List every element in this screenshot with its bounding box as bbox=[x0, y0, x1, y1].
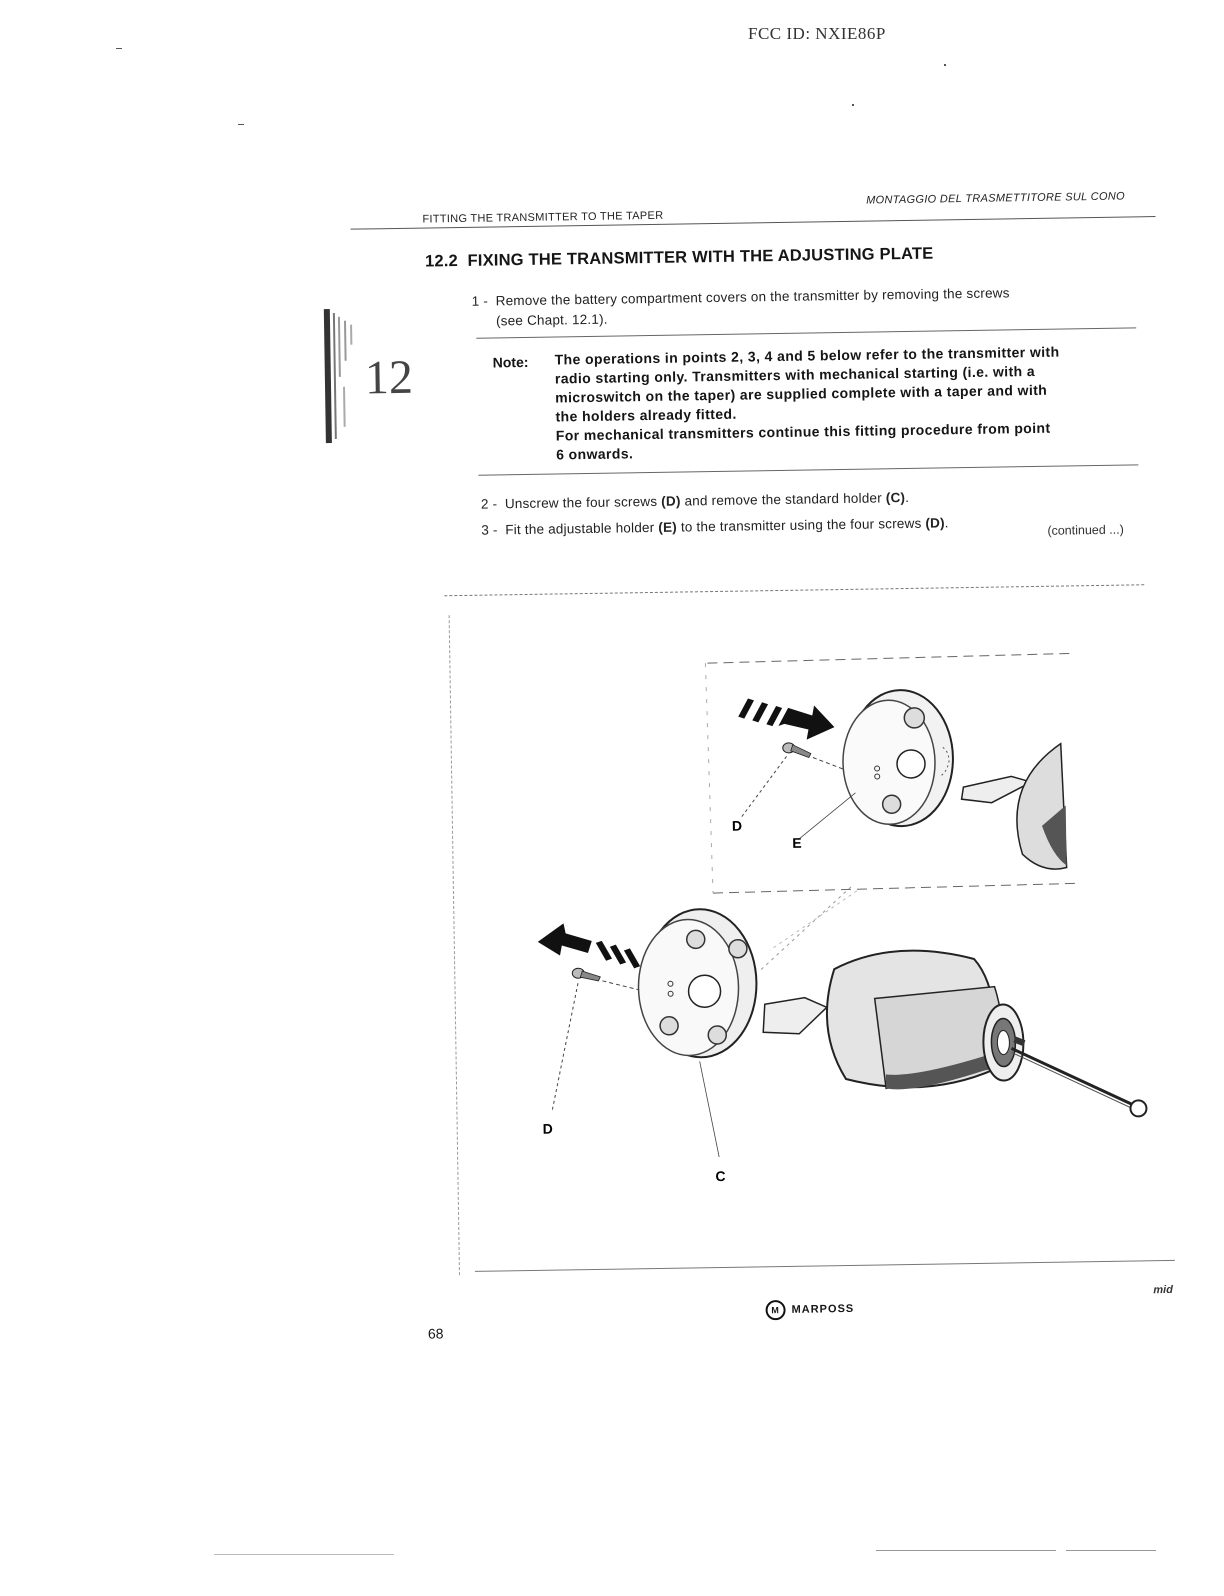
standard-holder-lower bbox=[637, 908, 757, 1058]
direction-arrow-upper bbox=[738, 697, 835, 741]
section-title-text: FIXING THE TRANSMITTER WITH THE ADJUSTING PLATE bbox=[467, 244, 934, 270]
note-line: The operations in points 2, 3, 4 and 5 below refer to the transmitter with bbox=[554, 343, 1060, 368]
figure-frame-top bbox=[444, 584, 1144, 596]
label-d-top: D bbox=[731, 817, 743, 834]
step-3: 3 - Fit the adjustable holder (E) to the transmitter using the four screws (D). bbox=[481, 515, 949, 538]
note-label: Note: bbox=[492, 353, 529, 371]
key-ref: (D) bbox=[925, 515, 945, 531]
screw-lower bbox=[572, 967, 640, 991]
running-header-right: MONTAGGIO DEL TRASMETTITORE SUL CONO bbox=[866, 190, 1125, 207]
note-body bbox=[554, 341, 1136, 464]
chapter-tab-marker bbox=[320, 307, 364, 448]
section-title bbox=[425, 245, 934, 272]
document-code: mid bbox=[1153, 1283, 1173, 1297]
fcc-id: FCC ID: NXIE86P bbox=[748, 24, 886, 43]
step-2: 2 - Unscrew the four screws (D) and remove the standard holder (C). bbox=[480, 489, 910, 512]
note-line: 6 onwards. bbox=[555, 445, 634, 463]
marposs-logo-icon: M bbox=[765, 1300, 785, 1320]
step-number: 3 - bbox=[481, 522, 498, 538]
page-number: 68 bbox=[427, 1325, 444, 1342]
label-e-top: E bbox=[792, 834, 802, 851]
key-ref: (E) bbox=[658, 519, 678, 535]
brand-mark bbox=[765, 1299, 854, 1320]
section-number: 12.2 bbox=[424, 252, 459, 271]
note-rule-bottom bbox=[478, 464, 1138, 475]
transmitter-assembly-illustration bbox=[449, 614, 1179, 1265]
note-line: radio starting only. Transmitters with mechanical starting (i.e. with a bbox=[554, 362, 1036, 387]
step-number: 1 - bbox=[471, 293, 489, 309]
adjustable-holder-upper bbox=[842, 689, 954, 827]
step-1 bbox=[472, 285, 1010, 308]
step-number: 2 - bbox=[480, 496, 498, 512]
transmitter-body-lower bbox=[762, 947, 1147, 1122]
label-c-bottom: C bbox=[715, 1167, 726, 1185]
direction-arrow-lower bbox=[537, 922, 640, 970]
step-1-continuation: (see Chapt. 12.1). bbox=[495, 311, 608, 329]
label-d-bottom: D bbox=[542, 1120, 553, 1137]
note-line: For mechanical transmitters continue this fitting procedure from point bbox=[555, 419, 1051, 444]
running-header-left: FITTING THE TRANSMITTER TO THE TAPER bbox=[422, 209, 664, 226]
note-line: the holders already fitted. bbox=[555, 405, 737, 425]
chapter-number: 12 bbox=[364, 350, 414, 405]
brand-name: MARPOSS bbox=[791, 1302, 855, 1316]
continued-note: (continued ...) bbox=[1047, 522, 1124, 538]
transmitter-body-upper bbox=[961, 744, 1067, 871]
key-ref: (D) bbox=[661, 493, 681, 509]
note-line: microswitch on the taper) are supplied complete with a taper and with bbox=[555, 381, 1048, 406]
step-text: Remove the battery compartment covers on the transmitter by removing the screws bbox=[495, 285, 1010, 309]
key-ref: (C) bbox=[885, 490, 906, 506]
note-rule-top bbox=[476, 327, 1136, 338]
screw-upper bbox=[783, 742, 843, 770]
